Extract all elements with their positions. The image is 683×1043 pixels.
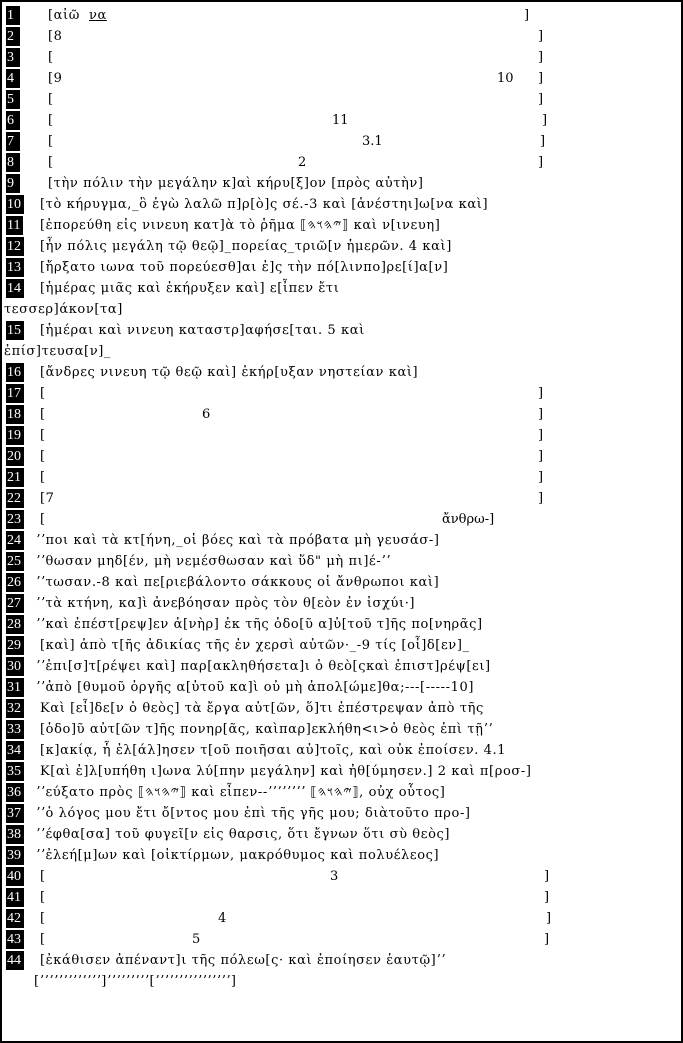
line-number: 8 (6, 153, 20, 172)
line-number: 25 (6, 552, 24, 571)
line-number: 21 (6, 468, 24, 487)
manuscript-line (2, 488, 681, 509)
line-text: [ (40, 869, 46, 884)
line-number: 26 (6, 573, 24, 592)
manuscript-line (2, 152, 681, 173)
line-text: Καὶ [εἶ]δε[ν ὁ θεὸς] τὰ ἔργα αὐτ[ῶν, ὅ]τι ἐπέστρεψαν ἀπὸ τῆς (40, 701, 484, 716)
closing-bracket: ] (538, 407, 544, 422)
line-text: [ (40, 932, 46, 947)
closing-bracket: ] (538, 428, 544, 443)
line-number: 15 (6, 321, 24, 340)
line-number: 31 (6, 678, 24, 697)
manuscript-line (2, 908, 681, 929)
line-text: [ (40, 512, 46, 527)
manuscript-line (2, 572, 681, 593)
manuscript-line (2, 278, 681, 320)
line-text: ʼʼἐλεή[μ]ων καὶ [οἰκτίρμων, μακρόθυμος καὶ πολυέλεος] (36, 848, 440, 863)
wrapped-text: τεσσερ]άκον[τα] (4, 302, 123, 317)
closing-bracket: ] (538, 449, 544, 464)
line-number: 11 (6, 216, 23, 235)
wrapped-text: ἐπίσ]τευσα[ν]_ (4, 344, 111, 359)
manuscript-line (2, 740, 681, 761)
line-text: ʼʼεύξατο πρὸς ⟦𐤉𐤄𐤅𐤄⟧ καὶ εἶπεν--ʼʼʼʼʼʼʼʼ ⟦𐤉𐤄𐤅𐤄⟧, οὐχ οὗτος] (36, 785, 446, 800)
line-number: 22 (6, 489, 24, 508)
manuscript-line (2, 656, 681, 677)
manuscript-line (2, 845, 681, 866)
line-text: ʼʼκαὶ ἐπέστ[ρεψ]εν ἀ[νὴρ] ἐκ τῆς ὁδο[ῦ α]ὐ[τοῦ τ]ῆς πο[νηρᾶς] (36, 617, 483, 632)
verse-marker: 3 (330, 869, 339, 884)
line-text: [ἐπορεύθη εἰς νινευη κατ]ὰ τὸ ῥῆμα ⟦𐤉𐤄𐤅𐤄⟧ καὶ ν[ινευη] (40, 218, 441, 233)
line-text: [ (40, 449, 46, 464)
closing-bracket: ] (544, 890, 550, 905)
line-number: 43 (6, 930, 24, 949)
closing-bracket: ] (538, 50, 544, 65)
line-text: [κ]ακίᾳ, ἧ ἐλ[άλ]ησεν τ[οῦ ποιῆσαι αὐ]τοῖς, καὶ οὐκ ἐποίσεν. 4.1 (40, 743, 507, 758)
line-text: [ (40, 890, 46, 905)
manuscript-line (2, 614, 681, 635)
manuscript-line (2, 887, 681, 908)
line-number: 14 (6, 279, 24, 298)
line-number: 39 (6, 846, 24, 865)
line-number: 13 (6, 258, 24, 277)
manuscript-line (2, 236, 681, 257)
line-number: 38 (6, 825, 24, 844)
line-number: 1 (6, 6, 20, 25)
line-text: [9 (48, 71, 63, 86)
line-number: 29 (6, 636, 24, 655)
line-number: 17 (6, 384, 24, 403)
line-number: 23 (6, 510, 24, 529)
closing-bracket: ] (538, 470, 544, 485)
underlined-text: να (89, 8, 107, 23)
line-text: [ (48, 50, 54, 65)
line-text: [ (40, 407, 46, 422)
manuscript-line (2, 677, 681, 698)
manuscript-line (2, 257, 681, 278)
closing-bracket: ] (546, 911, 552, 926)
closing-bracket: ] (538, 29, 544, 44)
verse-marker: 11 (332, 113, 349, 128)
closing-bracket: ] (524, 8, 530, 23)
manuscript-line (2, 425, 681, 446)
line-text: ʼʼὁ λόγος μου ἔτι ὄ[ντος μου ἐπὶ τῆς γῆς μου; διὰτοῦτο προ-] (36, 806, 471, 821)
manuscript-line (2, 803, 681, 824)
line-text: [7 (40, 491, 55, 506)
line-text: [ἡμέραι καὶ νινευη καταστρ]αφήσε[ται. 5 καὶ (40, 323, 365, 338)
line-number: 33 (6, 720, 24, 739)
manuscript-line (2, 530, 681, 551)
line-text: [τὴν πόλιν τὴν μεγάλην κ]αὶ κήρυ[ξ]ον [πρὸς αὐτὴν] (48, 176, 424, 191)
line-number: 42 (6, 909, 24, 928)
line-number: 3 (6, 48, 20, 67)
manuscript-line (2, 320, 681, 362)
line-text: [ὁδο]ῦ αὐτ[ῶν τ]ῆς πονηρ[ᾶς, καὶπαρ]εκλήθη<ι>ὁ θεὸς ἐπὶ τῇʼʼ (40, 722, 493, 737)
line-text: ʼʼτὰ κτήνη, κα]ὶ ἀνεβόησαν πρὸς τὸν θ[εὸν ἐν ἰσχύι·] (36, 596, 416, 611)
verse-marker: ἄνθρω-] (442, 512, 495, 527)
line-text: ʼʼἐπι[σ]τ[ρέψει καὶ] παρ[ακληθήσετα]ι ὁ θεὸ[ςκαὶ ἐπιστ]ρέψ[ει] (36, 659, 491, 674)
manuscript-line (2, 194, 681, 215)
line-number: 35 (6, 762, 24, 781)
line-text: [τὸ κήρυγμα,_ὃ ἐγὼ λαλῶ π]ρ[ὸ]ς σέ.-3 καὶ [ἀνέστηι]ω[να καὶ] (40, 197, 489, 212)
line-text: ʼʼθωσαν μηδ[έν, μὴ νεμέσθωσαν καὶ ὕδ" μὴ πι]έ-ʼʼ (36, 554, 391, 569)
line-number: 4 (6, 69, 20, 88)
manuscript-line (2, 761, 681, 782)
manuscript-line (2, 446, 681, 467)
manuscript-line (2, 89, 681, 110)
manuscript-line (2, 635, 681, 656)
line-text: ʼʼἀπὸ [θυμοῦ ὀργῆς α[ὐτοῦ κα]ὶ οὐ μὴ ἀπολ[ώμε]θα;---[-----10] (36, 680, 475, 695)
closing-bracket: ] (538, 71, 544, 86)
line-number: 19 (6, 426, 24, 445)
line-text: [ (40, 386, 46, 401)
line-text: [ἦν πόλις μεγάλη τῷ θεῷ]_πορείας_τριῶ[ν ἡμερῶν. 4 καὶ] (40, 239, 452, 254)
closing-bracket: ] (540, 134, 546, 149)
closing-bracket: ] (538, 386, 544, 401)
manuscript-line (2, 509, 681, 530)
manuscript-line (2, 782, 681, 803)
manuscript-line (2, 593, 681, 614)
closing-bracket: ] (538, 155, 544, 170)
line-number: 10 (6, 195, 24, 214)
line-number: 9 (6, 174, 20, 193)
wrapped-text: [ʼʼʼʼʼʼʼʼʼʼʼʼʼ]ʼʼʼʼʼʼʼʼʼ[ʼʼʼʼʼʼʼʼʼʼʼʼʼʼʼʼ] (34, 974, 237, 989)
manuscript-line (2, 5, 681, 26)
line-number: 5 (6, 90, 20, 109)
manuscript-line (2, 698, 681, 719)
manuscript-line (2, 467, 681, 488)
line-number: 20 (6, 447, 24, 466)
line-number: 16 (6, 363, 24, 382)
manuscript-line (2, 131, 681, 152)
manuscript-line (2, 110, 681, 131)
line-text: [ (48, 134, 54, 149)
manuscript-line (2, 383, 681, 404)
verse-marker: 3.1 (362, 134, 383, 149)
closing-bracket: ] (538, 491, 544, 506)
manuscript-line (2, 866, 681, 887)
manuscript-line (2, 929, 681, 950)
manuscript-line (2, 362, 681, 383)
line-text: [8 (48, 29, 63, 44)
closing-bracket: ] (544, 869, 550, 884)
manuscript-line (2, 26, 681, 47)
line-text: [ἐκάθισεν ἀπέναντ]ι τῆς πόλεω[ς· καὶ ἐποίησεν ἑαυτῷ]ʼʼ (40, 953, 446, 968)
manuscript-line (2, 215, 681, 236)
line-number: 6 (6, 111, 20, 130)
manuscript-line (2, 47, 681, 68)
line-text: [ἄνδρες νινευη τῷ θεῷ καὶ] ἐκήρ[υξαν νηστείαν καὶ] (40, 365, 419, 380)
line-text: ʼʼτωσαν.-8 καὶ πε[ριεβάλοντο σάκκους οἱ ἄνθρωποι καὶ] (36, 575, 440, 590)
line-text: [ἡμέρας μιᾶς καὶ ἐκήρυξεν καὶ] ε[ἶπεν ἔτι (40, 281, 340, 296)
line-text: [ἤρξατο ιωνα τοῦ πορεύεσθ]αι ἐ]ς τὴν πό[λινπο]ρε[ί]α[ν] (40, 260, 449, 275)
verse-marker: 10 (497, 71, 514, 86)
manuscript-line (2, 68, 681, 89)
manuscript-line (2, 950, 681, 992)
line-text: [ (40, 470, 46, 485)
line-text: [καὶ] ἀπὸ τ[ῆς ἀδικίας τῆς ἐν χερσὶ αὐτῶν·_-9 τίς [οἶ]δ[εν]_ (40, 638, 470, 653)
line-text: ʼʼέφθα[σα] τοῦ φυγεῖ[ν εἰς θαρσις, ὅτι ἔγνων ὅτι σὺ θεὸς] (36, 827, 451, 842)
manuscript-line (2, 173, 681, 194)
line-number: 41 (6, 888, 24, 907)
line-text: [ (40, 911, 46, 926)
line-number: 27 (6, 594, 24, 613)
manuscript-line (2, 824, 681, 845)
verse-marker: 4 (218, 911, 227, 926)
verse-marker: 6 (202, 407, 211, 422)
line-number: 30 (6, 657, 24, 676)
line-number: 12 (6, 237, 24, 256)
manuscript-line (2, 404, 681, 425)
verse-marker: 2 (298, 155, 307, 170)
line-text: ʼʼποι καὶ τὰ κτ[ήνη,_οἱ βόες καὶ τὰ πρόβατα μὴ γευσάσ-] (36, 533, 440, 548)
line-number: 2 (6, 27, 20, 46)
verse-marker: 5 (192, 932, 201, 947)
line-number: 34 (6, 741, 24, 760)
line-text: [ (48, 92, 54, 107)
line-number: 37 (6, 804, 24, 823)
line-number: 28 (6, 615, 24, 634)
closing-bracket: ] (542, 113, 548, 128)
line-number: 36 (6, 783, 24, 802)
line-text: [ (48, 155, 54, 170)
line-number: 40 (6, 867, 24, 886)
line-number: 32 (6, 699, 24, 718)
closing-bracket: ] (538, 92, 544, 107)
manuscript-line (2, 551, 681, 572)
line-number: 44 (6, 951, 24, 970)
line-text: Κ[αὶ ἐ]λ[υπήθη ι]ωνα λύ[πην μεγάλην] καὶ ἠθ[ύμησεν.] 2 καὶ π[ροσ-] (40, 764, 532, 779)
manuscript-line (2, 719, 681, 740)
line-number: 18 (6, 405, 24, 424)
line-text: [ (48, 113, 54, 128)
line-text: [ (40, 428, 46, 443)
line-number: 7 (6, 132, 20, 151)
closing-bracket: ] (544, 932, 550, 947)
line-text: [αἰῶ (48, 8, 80, 23)
line-number: 24 (6, 531, 24, 550)
